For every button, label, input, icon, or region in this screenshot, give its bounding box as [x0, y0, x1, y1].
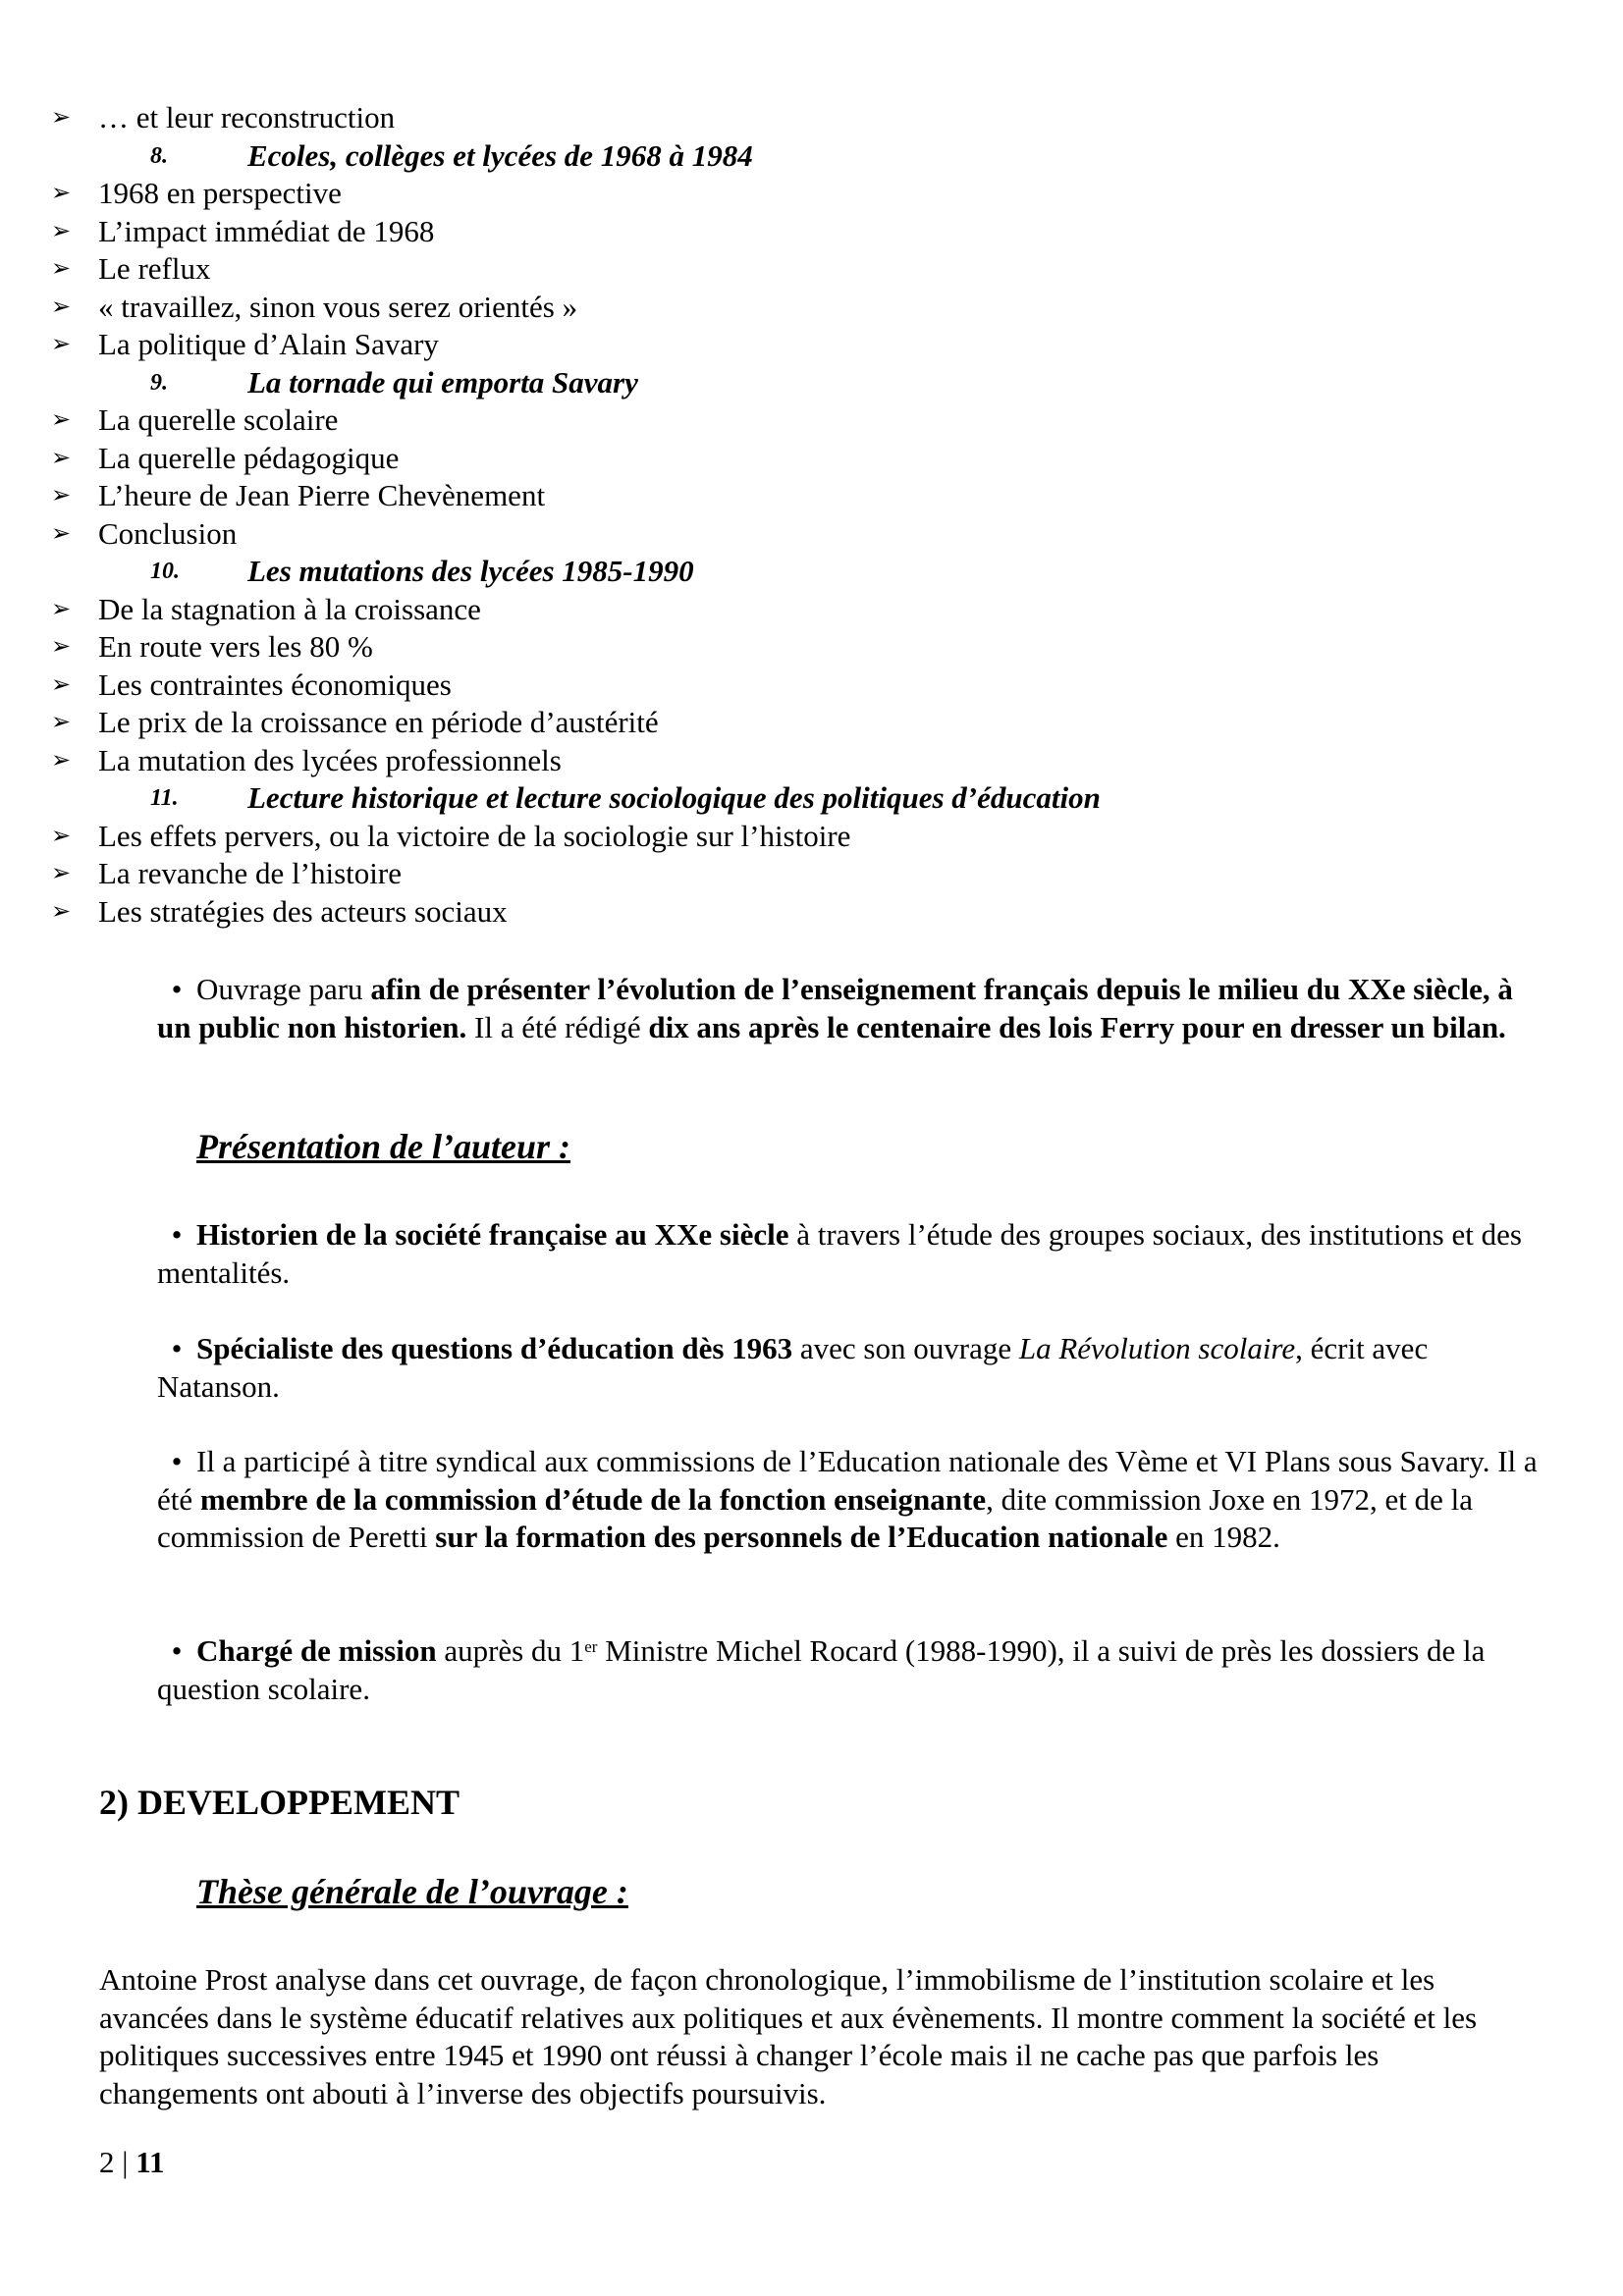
list-item-text: La politique d’Alain Savary: [98, 327, 439, 361]
dot-bullet-icon: •: [171, 972, 183, 1006]
intro-paragraph: [157, 971, 1542, 1046]
list-item: [51, 704, 1524, 742]
arrowhead-bullet-icon: ➢: [51, 256, 72, 282]
intro-text: Ouvrage paru: [196, 972, 371, 1006]
chapter-number: 10.: [150, 559, 180, 584]
arrowhead-bullet-icon: ➢: [51, 407, 72, 433]
arrowhead-bullet-icon: ➢: [51, 898, 72, 925]
list-item: [51, 99, 1524, 137]
dot-bullet-icon: •: [171, 1331, 183, 1365]
page-separator: |: [114, 2145, 136, 2179]
thesis-heading: Thèse générale de l’ouvrage :: [196, 1872, 628, 1911]
list-item: [51, 213, 1524, 251]
author-text: à travers l’étude des groupes sociaux, des institutions et des mentalités.: [157, 1217, 1522, 1290]
list-item-text: Les contraintes économiques: [98, 667, 452, 702]
arrowhead-bullet-icon: ➢: [51, 710, 72, 735]
arrowhead-bullet-icon: ➢: [51, 445, 72, 471]
chapter-heading: [51, 553, 1524, 591]
list-item: [51, 289, 1524, 327]
list-item-text: … et leur reconstruction: [98, 100, 396, 134]
author-point-3: [157, 1443, 1542, 1557]
chapter-title: Lecture historique et lecture sociologique des politiques d’éducation: [247, 780, 1101, 815]
list-item: [51, 855, 1524, 893]
list-item-text: L’impact immédiat de 1968: [98, 213, 435, 248]
list-item: [51, 893, 1524, 932]
author-heading: Présentation de l’auteur :: [196, 1127, 571, 1166]
page-footer: [99, 2144, 165, 2182]
chapter-title: Les mutations des lycées 1985-1990: [247, 554, 694, 588]
author-text: en 1982.: [1167, 1520, 1280, 1554]
author-bold: Chargé de mission: [196, 1633, 437, 1668]
author-text: Ministre Michel Rocard (1988-1990), il a suivi de près les dossiers de la question scolaire.: [157, 1633, 1486, 1706]
thesis-paragraph: Antoine Prost analyse dans cet ouvrage, de façon chronologique, l’immobilisme de l’institution scolaire et les avancées dans le système éducatif relatives aux politiques et aux évènements. Il montre comment la société et les politiques successives entre 1945 et 1990 ont réussi à changer l’école mais il ne cache pas que parfois les changements ont abouti à l’inverse des objectifs poursuivis.: [99, 1962, 1478, 2110]
arrowhead-bullet-icon: ➢: [51, 520, 72, 547]
chapter-heading: [51, 137, 1524, 176]
author-text: auprès du 1: [436, 1633, 585, 1668]
list-item: [51, 667, 1524, 705]
arrowhead-bullet-icon: ➢: [51, 671, 72, 698]
author-bold: Historien de la société française au XXe siècle: [196, 1217, 789, 1252]
chapter-number: 8.: [150, 142, 168, 169]
list-item-text: La revanche de l’histoire: [98, 856, 402, 890]
list-item: [51, 628, 1524, 667]
arrowhead-bullet-icon: ➢: [51, 181, 72, 206]
list-item: [51, 818, 1524, 856]
list-item-text: « travaillez, sinon vous serez orientés »: [98, 289, 578, 324]
list-item: [51, 401, 1524, 440]
list-item-text: Le prix de la croissance en période d’austérité: [98, 705, 659, 739]
list-item: [51, 477, 1524, 515]
list-item: [51, 515, 1524, 554]
arrowhead-bullet-icon: ➢: [51, 105, 72, 131]
list-item: [51, 175, 1524, 213]
dot-bullet-icon: •: [171, 1217, 183, 1252]
author-point-2: [157, 1330, 1542, 1406]
arrowhead-bullet-icon: ➢: [51, 747, 72, 774]
arrowhead-bullet-icon: ➢: [51, 823, 72, 849]
list-item: [51, 591, 1524, 629]
author-text: , écrit avec Natanson.: [157, 1331, 1429, 1404]
arrowhead-bullet-icon: ➢: [51, 294, 72, 320]
arrowhead-bullet-icon: ➢: [51, 332, 72, 357]
list-item-text: La querelle pédagogique: [98, 440, 400, 475]
chapter-title: La tornade qui emporta Savary: [247, 364, 638, 400]
page-number: 2: [99, 2145, 115, 2179]
author-bold: sur la formation des personnels de l’Education nationale: [435, 1520, 1168, 1554]
chapter-heading: [51, 779, 1524, 818]
development-title: 2) DEVELOPPEMENT: [99, 1783, 460, 1822]
list-item: [51, 440, 1524, 478]
chapter-number: 9.: [150, 369, 168, 396]
author-text: avec son ouvrage: [792, 1331, 1019, 1365]
list-item-text: 1968 en perspective: [98, 176, 342, 210]
author-bold: Spécialiste des questions d’éducation dès 1963: [196, 1331, 793, 1365]
author-point-1: [157, 1216, 1542, 1292]
dot-bullet-icon: •: [171, 1633, 183, 1668]
list-item-text: De la stagnation à la croissance: [98, 591, 481, 626]
page-total: 11: [135, 2145, 165, 2179]
arrowhead-bullet-icon: ➢: [51, 483, 72, 508]
chapter-number: 11.: [150, 785, 179, 811]
chapter-heading: [51, 364, 1524, 402]
table-of-contents: [51, 99, 1524, 931]
superscript: er: [584, 1637, 598, 1656]
intro-text: Il a été rédigé: [466, 1009, 649, 1044]
list-item: [51, 326, 1524, 364]
list-item-text: Conclusion: [98, 515, 238, 551]
author-point-4: [157, 1632, 1542, 1708]
intro-bold: afin de présenter l’évolution de l’enseignement français depuis le milieu du XXe siècle, à un public non historien.: [157, 972, 1513, 1044]
dot-bullet-icon: •: [171, 1444, 183, 1478]
list-item-text: L’heure de Jean Pierre Chevènement: [98, 478, 546, 512]
arrowhead-bullet-icon: ➢: [51, 596, 72, 622]
author-text: Il a participé à titre syndical aux commissions de l’Education nationale des Vème et VI Plans sous Savary. Il a été: [157, 1444, 1538, 1517]
author-text: , dite commission Joxe en 1972, et de la commission de Peretti: [157, 1481, 1474, 1554]
list-item: [51, 250, 1524, 289]
list-item-text: Les stratégies des acteurs sociaux: [98, 893, 508, 929]
author-bold: membre de la commission d’étude de la fonction enseignante: [199, 1481, 987, 1517]
list-item-text: Le reflux: [98, 251, 211, 286]
arrowhead-bullet-icon: ➢: [51, 634, 72, 660]
list-item: [51, 742, 1524, 780]
list-item-text: Les effets pervers, ou la victoire de la sociologie sur l’histoire: [98, 818, 851, 853]
book-title: La Révolution scolaire: [1018, 1331, 1296, 1365]
chapter-title: Ecoles, collèges et lycées de 1968 à 1984: [247, 137, 753, 173]
list-item-text: En route vers les 80 %: [98, 629, 373, 664]
list-item-text: La querelle scolaire: [98, 402, 339, 437]
arrowhead-bullet-icon: ➢: [51, 861, 72, 886]
intro-bold: dix ans après le centenaire des lois Ferry pour en dresser un bilan.: [648, 1009, 1506, 1044]
list-item-text: La mutation des lycées professionnels: [98, 742, 562, 777]
arrowhead-bullet-icon: ➢: [51, 218, 72, 244]
